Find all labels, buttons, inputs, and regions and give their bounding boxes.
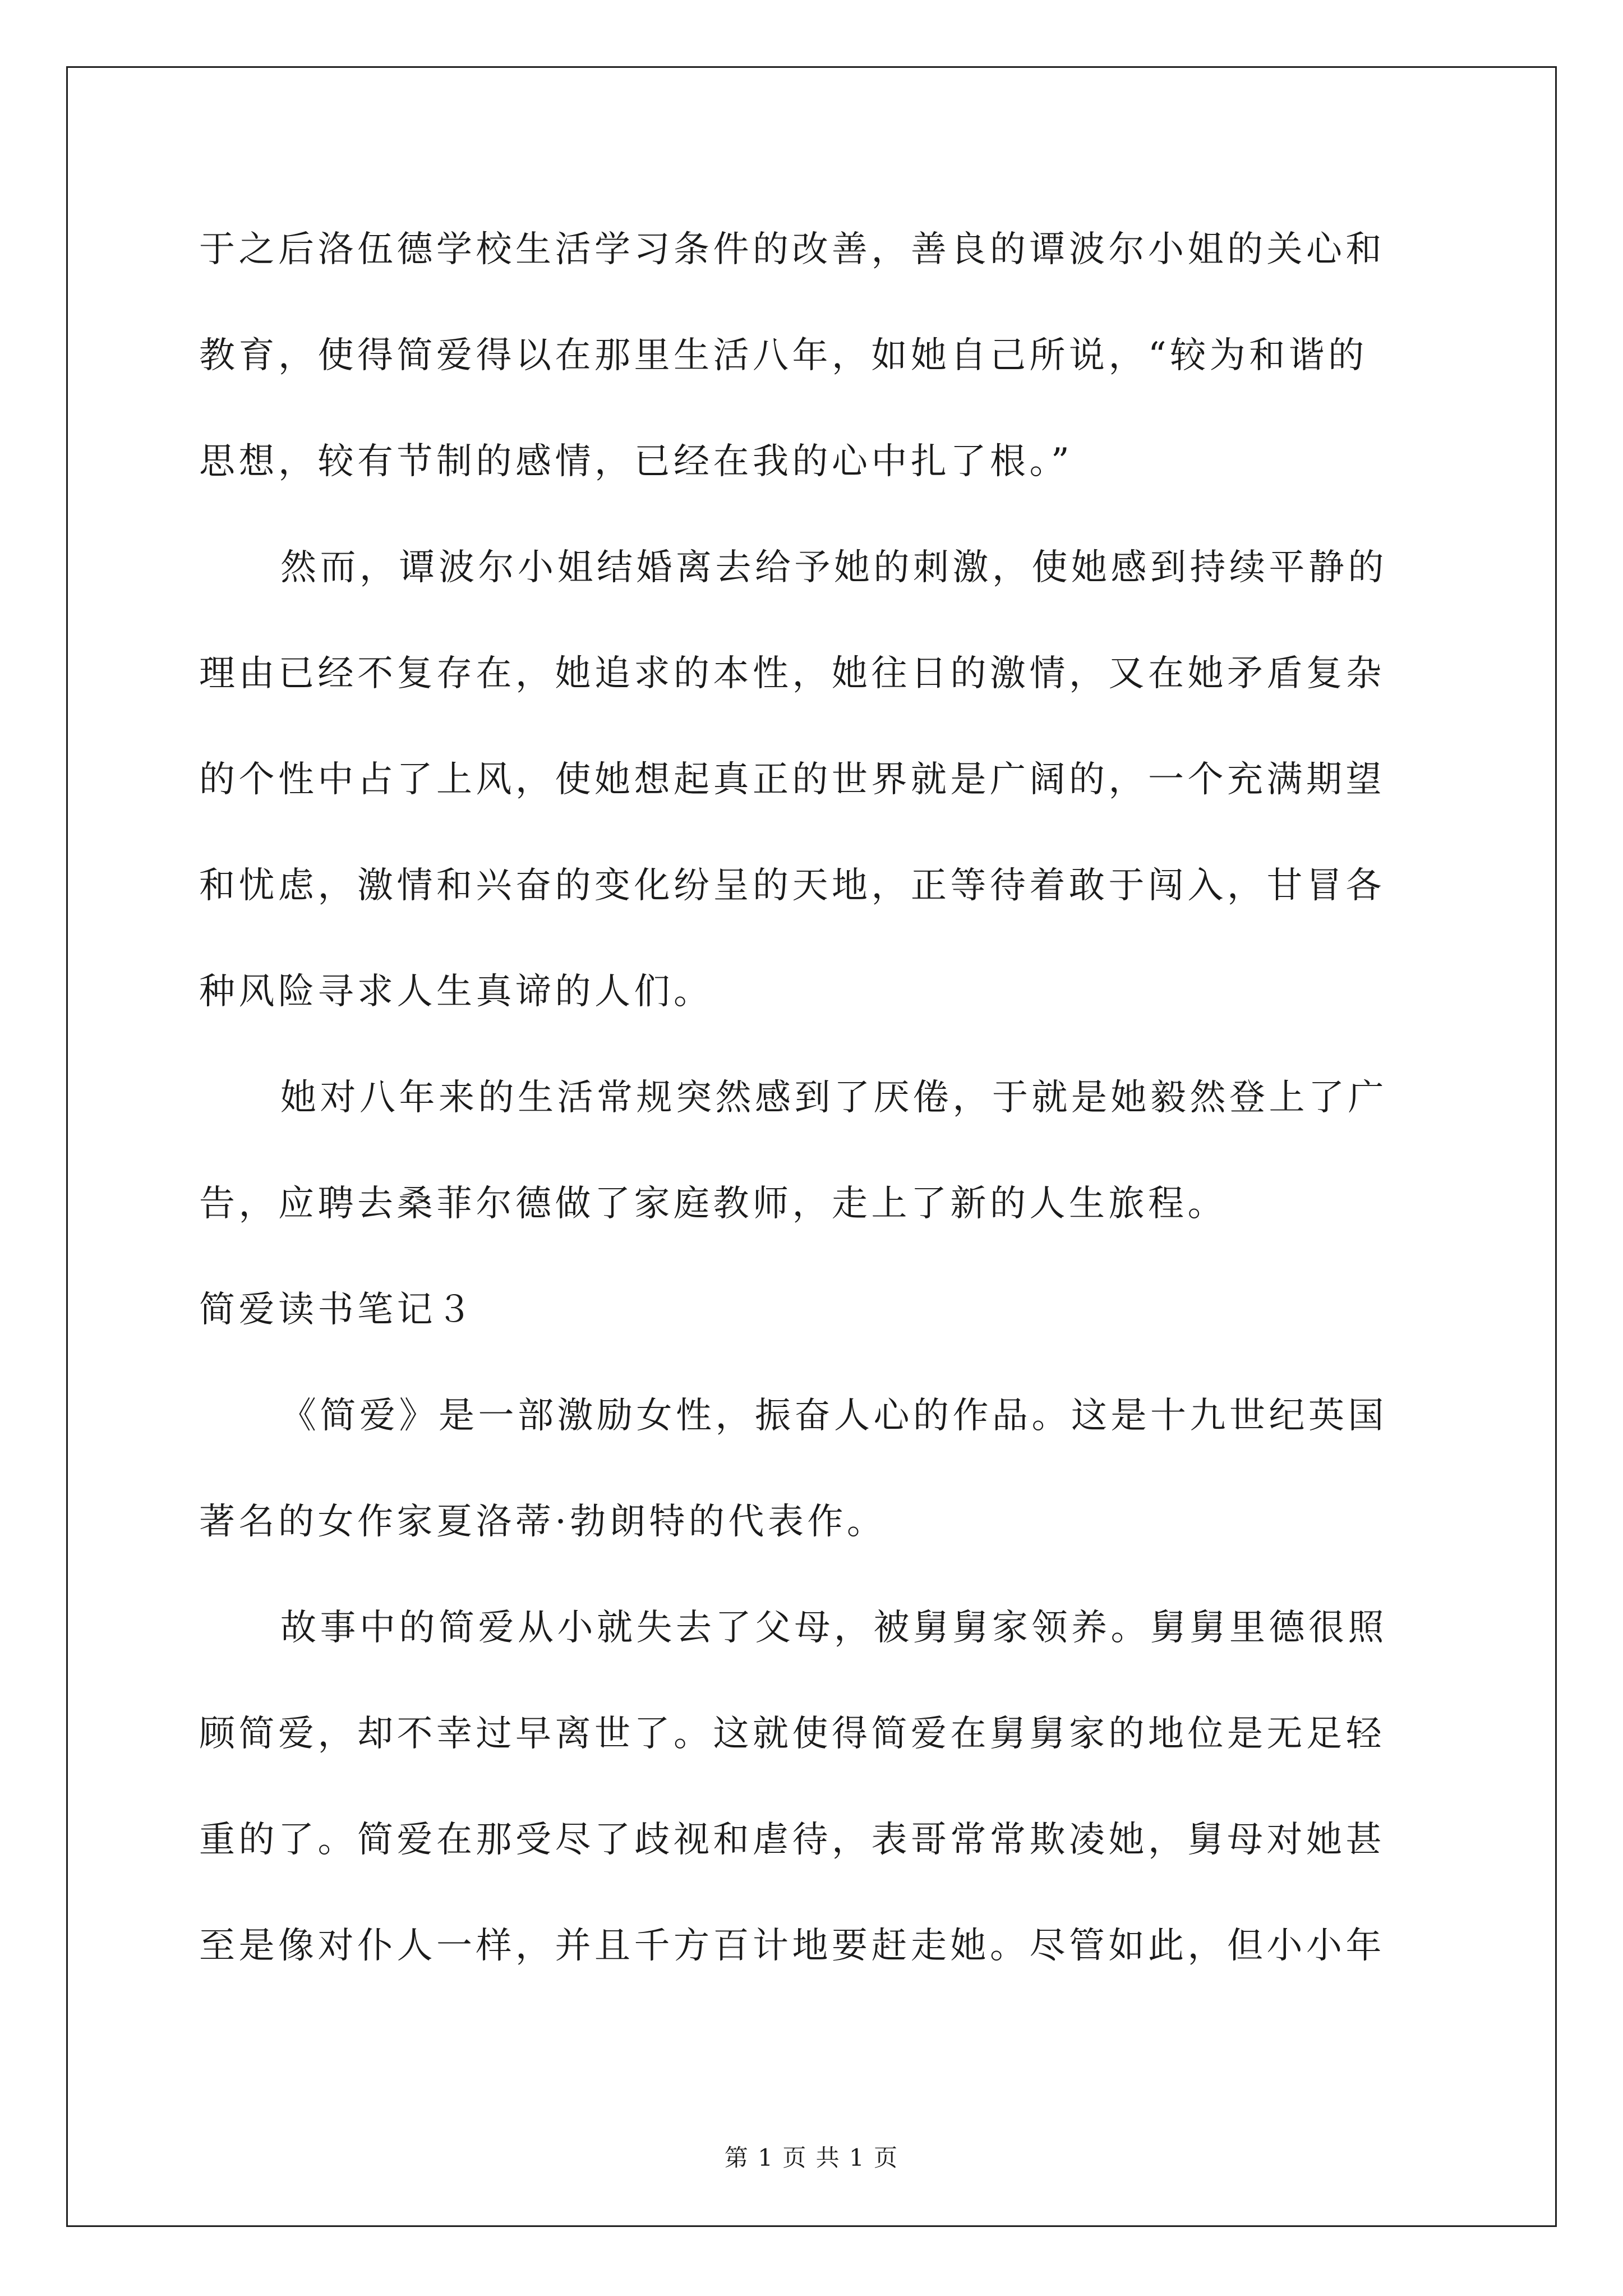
text-line: 重的了。简爱在那受尽了歧视和虐待，表哥常常欺凌她，舅母对她甚 (199, 1819, 1385, 1861)
text-line: 顾简爱，却不幸过早离世了。这就使得简爱在舅舅家的地位是无足轻 (199, 1713, 1385, 1755)
page-number-footer: 第 1 页 共 1 页 (724, 2144, 899, 2171)
text-line: 著名的女作家夏洛蒂·勃朗特的代表作。 (199, 1501, 887, 1543)
text-line: 理由已经不复存在，她追求的本性，她往日的激情，又在她矛盾复杂 (199, 653, 1385, 694)
text-line: 《简爱》是一部激励女性，振奋人心的作品。这是十九世纪英国 (280, 1395, 1387, 1437)
text-line: 然而，谭波尔小姐结婚离去给予她的刺激，使她感到持续平静的 (280, 547, 1387, 588)
text-line: 至是像对仆人一样，并且千方百计地要赶走她。尽管如此，但小小年 (199, 1925, 1385, 1967)
text-line: 的个性中占了上风，使她想起真正的世界就是广阔的，一个充满期望 (199, 759, 1385, 800)
text-line: 告，应聘去桑菲尔德做了家庭教师，走上了新的人生旅程。 (199, 1183, 1227, 1225)
text-line: 教育，使得简爱得以在那里生活八年，如她自己所说，“较为和谐的 (199, 335, 1368, 376)
text-line: 故事中的简爱从小就失去了父母，被舅舅家领养。舅舅里德很照 (280, 1607, 1387, 1649)
text-line: 思想，较有节制的感情，已经在我的心中扎了根。” (199, 441, 1073, 482)
text-line: 种风险寻求人生真谛的人们。 (199, 971, 713, 1013)
text-line: 和忧虑，激情和兴奋的变化纷呈的天地，正等待着敢于闯入，甘冒各 (199, 865, 1385, 907)
document-body (199, 216, 1433, 2018)
text-line: 于之后洛伍德学校生活学习条件的改善，善良的谭波尔小姐的关心和 (199, 229, 1385, 270)
section-heading: 简爱读书笔记３ (199, 1289, 476, 1331)
text-line: 她对八年来的生活常规突然感到了厌倦，于就是她毅然登上了广 (280, 1077, 1387, 1119)
